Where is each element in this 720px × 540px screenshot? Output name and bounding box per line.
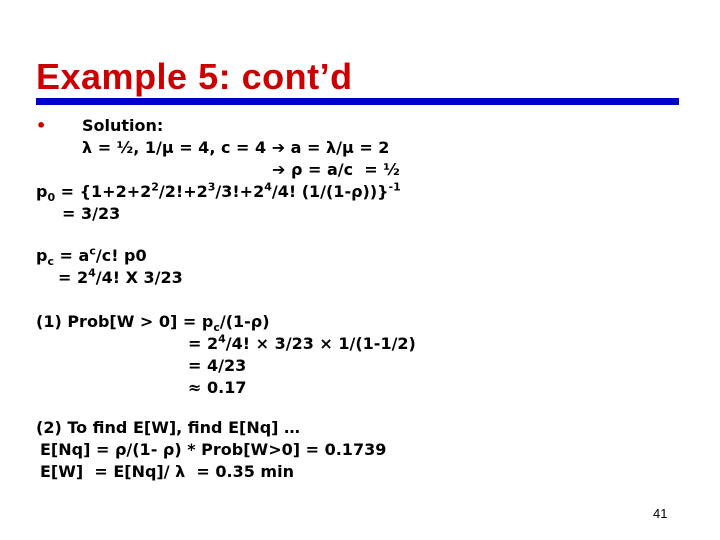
rho-line: ➔ ρ = a/c = ½ — [272, 160, 400, 179]
pc-value: = $2^4/4$! X 3/23 — [58, 266, 183, 287]
bullet-icon: • — [36, 116, 47, 135]
ew-line: E[W] = E[Nq]/ λ = 0.35 min — [40, 462, 294, 481]
prob-step-2: = 4/23 — [188, 356, 247, 375]
title-underline — [36, 98, 679, 105]
prob-step-1: = $2^4/4$! × 3/23 × 1/(1-1/2) — [188, 332, 416, 353]
page-number: 41 — [653, 506, 668, 521]
p0-value: = 3/23 — [62, 204, 121, 223]
parameters-line: λ = ½, 1/μ = 4, c = 4 ➔ a = λ/μ = 2 — [82, 138, 390, 157]
p0-formula: $p_0 = \{1+2+2^2/2!+2^3/3!+2^4/4$! (1/(1-ρ))}$^{-1}$ — [36, 180, 401, 205]
pc-formula: $p_c = a^c/c$! p0 — [36, 244, 147, 269]
find-ew-line: (2) To find E[W], find E[Nq] … — [36, 418, 301, 437]
prob-formula: (1) Prob[W > $0] = p_c/(1-\rho)$ — [36, 312, 270, 335]
slide-title: Example 5: cont’d — [36, 56, 353, 97]
enq-line: E[Nq] = ρ/(1- ρ) * Prob[W>0] = 0.1739 — [40, 440, 387, 459]
solution-label: Solution: — [82, 116, 164, 135]
prob-step-3: ≈ 0.17 — [188, 378, 247, 397]
